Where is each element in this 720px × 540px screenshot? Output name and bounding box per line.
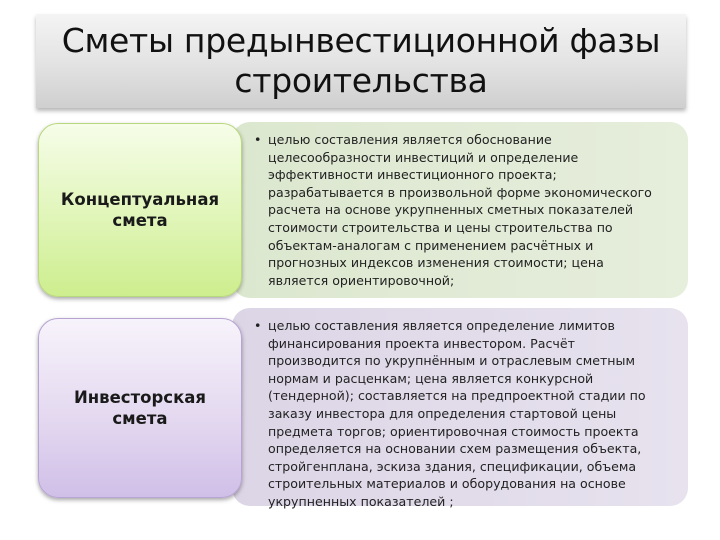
investor-estimate-description — [232, 308, 688, 509]
conceptual-estimate-label-box — [38, 123, 242, 297]
slide-title-line-1: Сметы предынвестиционной фазы — [61, 21, 661, 60]
conceptual-estimate-label — [53, 189, 227, 231]
bullet-item — [254, 317, 658, 511]
investor-estimate-label — [66, 387, 214, 429]
investor-estimate-label-line-2: смета — [112, 409, 168, 428]
slide-title — [36, 14, 686, 108]
bullet-item — [254, 131, 658, 289]
conceptual-estimate-description-panel — [232, 122, 688, 298]
conceptual-estimate-text: целью составления является обоснование целесообразности инвестиций и определение эффективности инвестиционного проекта; разрабатывается в произвольной форме экономического расчета на основе укрупненных сметных показателей стоимости строительства и цены строительства по объектам-аналогам с применением расчётных и прогнозных индексов изменения стоимости; цена является ориентировочной; — [268, 132, 652, 288]
investor-estimate-label-box — [38, 318, 242, 498]
slide-title-line-2: строительства — [234, 61, 488, 100]
bullet-icon: • — [254, 318, 262, 333]
conceptual-estimate-description — [232, 122, 688, 298]
investor-estimate-text: целью составления является определение лимитов финансирования проекта инвестором. Расчёт производится по укрупнённым и отраслевым сметным нормам и расценкам; цена является конкурсной (тендерной); составляется на предпроектной стадии по заказу инвестора для определения стартовой цены предмета торгов; ориентировочная стоимость проекта определяется на основании схем размещения объекта, стройгенплана, эскиза здания, спецификации, объема строительных материалов и оборудования на основе укрупненных показателей ; — [268, 318, 646, 509]
investor-estimate-label-line-1: Инвесторская — [73, 388, 207, 407]
conceptual-estimate-label-line-1: Концептуальная — [60, 190, 220, 209]
investor-estimate-description-panel — [232, 308, 688, 509]
conceptual-estimate-label-line-2: смета — [112, 211, 168, 230]
bullet-icon: • — [254, 132, 262, 147]
